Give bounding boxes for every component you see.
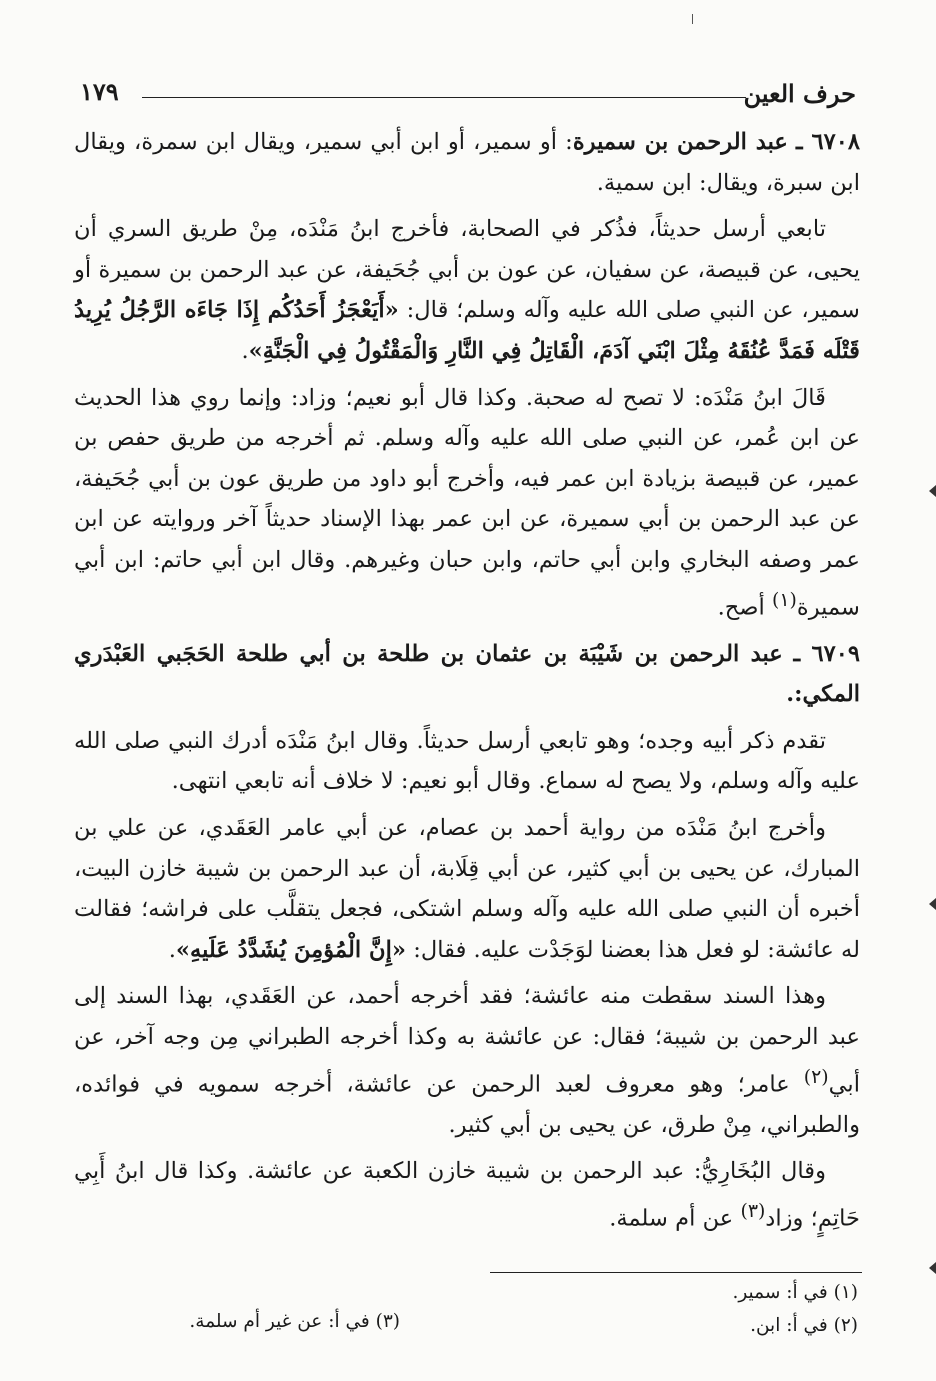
paragraph-end: . xyxy=(241,337,249,364)
footnote-mark: (٢) xyxy=(833,1315,858,1336)
entry-6709-paragraph-4 xyxy=(74,1151,860,1239)
paragraph-end: عن أم سلمة. xyxy=(609,1205,741,1232)
entry-6709-paragraph-3 xyxy=(74,976,860,1145)
paragraph-text: وقال البُخَارِيُّ: عبد الرحمن بن شيبة خازن الكعبة عن عائشة. وكذا قال ابنُ أَبِي حَاتِمٍ؛ وزاد xyxy=(74,1158,860,1232)
paragraph-text: وأخرج ابنُ مَنْدَه من رواية أحمد بن عصام، عن أبي عامر العَقَدي، عن علي بن المبارك، عن يحيى بن أبي كثير، عن أبي قِلَابة، أن عبد الرحمن بن شيبة خازن البيت، أخبره أن النبي صلى الله عليه وآله وسلم اشتكى، فجعل يتقلَّب على فراشه؛ فقالت له عائشة: لو فعل هذا بعضنا لوَجَدْت عليه. فقال: xyxy=(74,815,860,963)
entry-6709-paragraph-2 xyxy=(74,808,860,970)
paragraph-text: وهذا السند سقطت منه عائشة؛ فقد أخرجه أحمد، عن العَقَدي، بهذا السند إلى عبد الرحمن بن شيبة؛ فقال: عن عائشة به وكذا أخرجه الطبراني مِن وجه آخر، عن أبي xyxy=(74,983,860,1098)
footnote-text: في أ: ابن. xyxy=(750,1315,834,1336)
entry-6709-paragraph-1 xyxy=(74,721,860,802)
hadith-quote: «أَيَعْجَزُ أَحَدُكُم إِذَا جَاءَه الرَّجُلُ يُرِيدُ قَتْلَه فَمَدَّ عُنُقَهُ مِثْلَ ابْنَي آدَمَ، الْقَاتِلُ فِي النَّارِ وَالْمَقْتُولُ فِي الْجَنَّةِ» xyxy=(74,297,860,364)
entry-number: ٦٧٠٨ ـ xyxy=(796,129,860,155)
margin-arrow-mark xyxy=(929,898,936,910)
chapter-title: حرف العين xyxy=(743,79,856,108)
header-rule xyxy=(142,97,746,98)
entry-6709-heading xyxy=(74,634,860,715)
entry-name: عبد الرحمن بن سميرة xyxy=(572,129,788,155)
footnote-ref-3: (٣) xyxy=(740,1200,766,1222)
paragraph-end: . xyxy=(168,936,176,963)
hadith-quote: «إِنَّ الْمُؤمِنَ يُشَدَّدُ عَلَيهِ» xyxy=(175,936,407,963)
footnote-ref-2: (٢) xyxy=(803,1066,829,1088)
entry-6708-paragraph-2 xyxy=(74,378,860,628)
margin-arrow-mark xyxy=(929,485,936,497)
main-text xyxy=(74,122,860,1245)
running-header xyxy=(80,75,856,115)
scan-tick-mark xyxy=(692,14,693,24)
page-number: ١٧٩ xyxy=(80,77,119,106)
entry-6708-heading xyxy=(74,122,860,203)
footnote-mark: (١) xyxy=(833,1282,858,1303)
entry-name-end: :. xyxy=(786,681,803,708)
paragraph-text: قَالَ ابنُ مَنْدَه: لا تصح له صحبة. وكذا قال أبو نعيم؛ وزاد: وإنما روي هذا الحديث عن ابن عُمر، عن النبي صلى الله عليه وآله وسلم. ثم أخرجه من طريق حفص بن عمير، عن قبيصة بزيادة ابن عمر فيه، وأخرج أبو داود من طريق عون بن أبي جُحَيفة، عن عبد الرحمن بن أبي سميرة، عن ابن عمر بهذا الإسناد حديثاً آخر وروايته عن ابن عمر وصفه البخاري وابن أبي حاتم، وابن حبان وغيرهم. وقال ابن أبي حاتم: ابن أبي سميرة xyxy=(74,384,860,621)
footnote-text: في أ: سمير. xyxy=(732,1282,834,1303)
footnote-text: في أ: عن غير أم سلمة. xyxy=(189,1311,376,1332)
footnote-ref-1: (١) xyxy=(772,589,797,611)
margin-arrow-mark xyxy=(929,1262,936,1274)
footnote-mark: (٣) xyxy=(375,1311,400,1332)
footnote-1 xyxy=(732,1278,858,1308)
entry-name-variants: : أو سمير، أو ابن أبي سمير، ويقال ابن سمرة، ويقال ابن سبرة، ويقال: ابن سمية. xyxy=(74,129,860,196)
paragraph-end: أصح. xyxy=(717,594,773,621)
footnote-3 xyxy=(189,1307,400,1337)
footnote-rule xyxy=(490,1272,862,1273)
entry-name: عبد الرحمن بن شَيْبَة بن عثمان بن طلحة بن أبي طلحة الحَجَبي العَبْدَري المكي xyxy=(74,640,860,708)
paragraph-end: عامر؛ وهو معروف لعبد الرحمن عن عائشة، أخرجه سمويه في فوائده، والطبراني، مِنْ طرق، عن يحيى بن أبي كثير. xyxy=(74,1071,860,1138)
paragraph-text: تابعي أرسل حديثاً، فذُكر في الصحابة، فأخرج ابنُ مَنْدَه، مِنْ طريق السري أن يحيى، عن قبيصة، عن سفيان، عن عون بن أبي جُحَيفة، عن عبد الرحمن بن سميرة أو سمير، عن النبي صلى الله عليه وآله وسلم؛ قال: xyxy=(74,216,860,324)
entry-number: ٦٧٠٩ ـ xyxy=(793,640,860,667)
entry-6708-paragraph-1 xyxy=(74,209,860,371)
paragraph-text: تقدم ذكر أبيه وجده؛ وهو تابعي أرسل حديثاً. وقال ابنُ مَنْدَه أدرك النبي صلى الله عليه وآله وسلم، ولا يصح له سماع. وقال أبو نعيم: لا خلاف أنه تابعي انتهى. xyxy=(74,727,860,795)
footnote-2 xyxy=(750,1311,858,1341)
